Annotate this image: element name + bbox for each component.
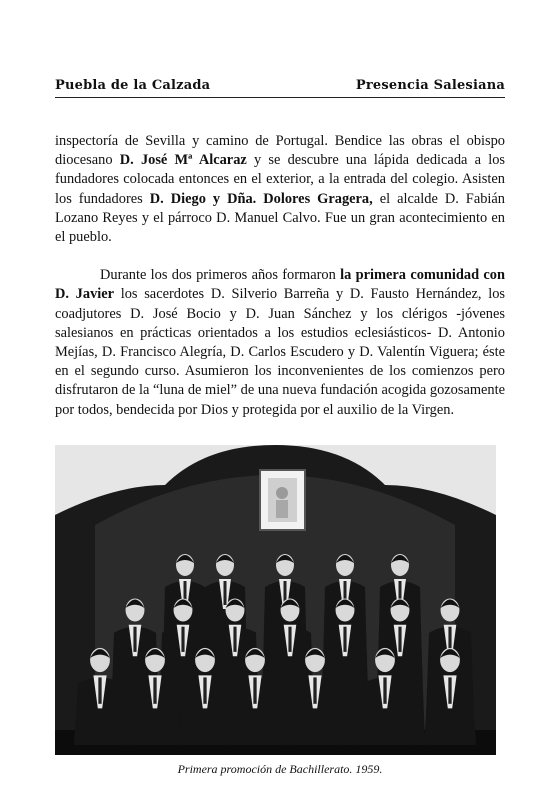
- paragraph-1: [55, 132, 505, 247]
- paragraph-1-text-c: el alcalde D. Fabián Lozano Reyes y el párroco D. Manuel Calvo. Fue un gran acontecimiento en el pueblo.: [55, 190, 505, 246]
- paragraph-2-text-b: los sacerdotes D. Silverio Barreña y D. Fausto Hernández, los coadjutores D. José Bocio y D. Juan Sánchez y los clérigos -jóvenes salesianos en prácticas orientados a los estudios eclesiásticos- D. Antonio Mejías, D. Francisco Alegría, D. Carlos Escudero y D. Valentín Viguera; éste en el segundo curso. Asumieron los inconvenientes de los comienzos pero disfrutaron de la “luna de miel” de una nueva fundación acogida gozosamente por todos, bendecida por Dios y protegida por el auxilio de la Virgen.: [55, 286, 506, 418]
- photo-caption: Primera promoción de Bachillerato. 1959.: [177, 762, 383, 776]
- paragraph-1-text-a: inspectoría de Sevilla y camino de Portugal. Bendice las obras el obispo diocesano: [55, 133, 505, 169]
- paragraph-1-text-b: y se descubre una lápida dedicada a los fundadores colocada entonces en el exterior, a la entrada del colegio. Asisten los fundadores: [55, 152, 505, 207]
- body-text: [55, 132, 505, 420]
- header-right-title: Presencia Salesiana: [355, 78, 505, 93]
- paragraph-1-bold-b: D. Diego y Dña. Dolores Gragera,: [149, 190, 373, 207]
- paragraph-2: [55, 266, 505, 420]
- header-left-title: Puebla de la Calzada: [55, 78, 211, 93]
- paragraph-1-bold-a: D. José Mª Alcaraz: [119, 152, 247, 169]
- paragraph-2-text-a: Durante los dos primeros años formaron: [100, 267, 341, 284]
- paragraph-2-bold-a: la primera comunidad con D. Javier: [55, 267, 506, 303]
- running-header: [55, 78, 505, 93]
- group-photo: [55, 445, 496, 755]
- group-photo-illustration: [55, 445, 496, 755]
- header-rule: [55, 97, 505, 98]
